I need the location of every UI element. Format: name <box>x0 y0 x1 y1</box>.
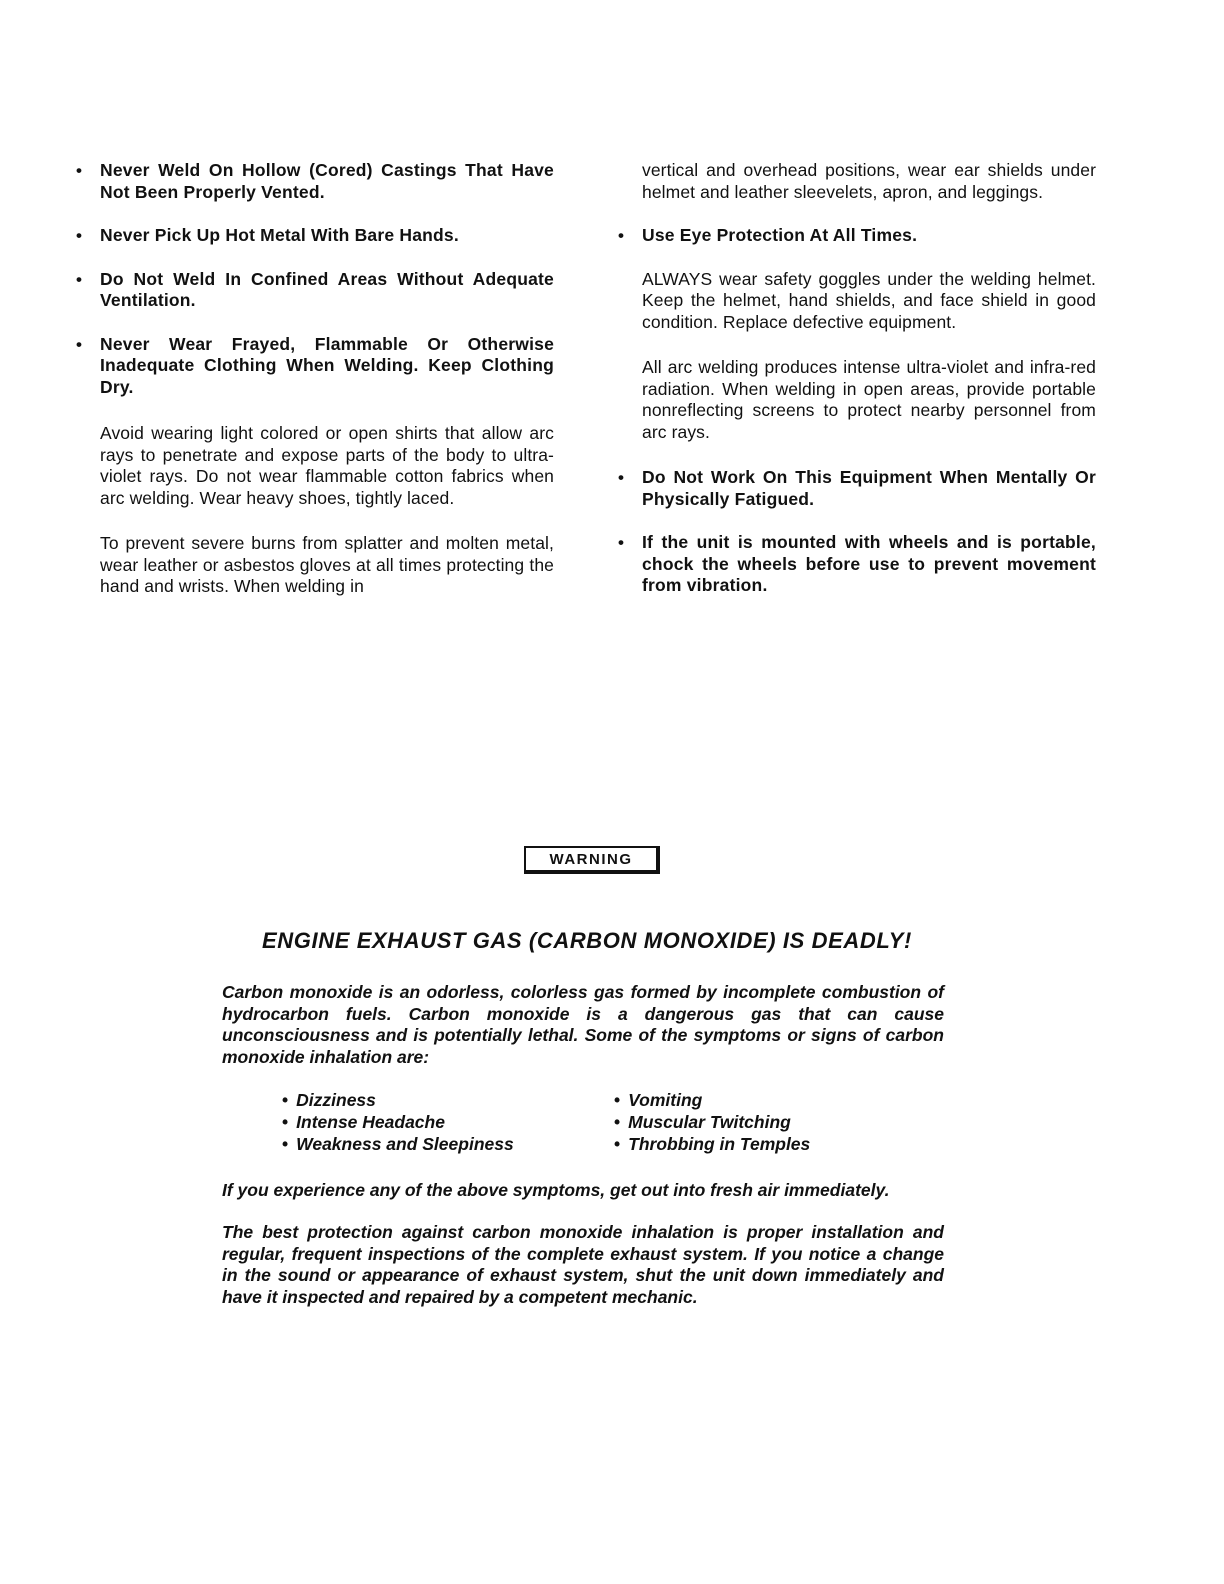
bullet-dot: • <box>76 334 83 354</box>
bullet-text: Do Not Weld In Confined Areas Without Adequate Ventilation. <box>100 268 554 310</box>
warning-badge <box>524 846 660 874</box>
list-item <box>282 1089 614 1111</box>
list-item <box>614 1089 902 1111</box>
bullet-item <box>76 269 554 312</box>
bullet-dot: • <box>76 226 83 245</box>
symptom-label: Dizziness <box>296 1090 376 1110</box>
bullet-dot: • <box>614 1112 621 1132</box>
bullet-dot: • <box>282 1112 289 1132</box>
symptom-label: Muscular Twitching <box>628 1112 791 1132</box>
bullet-dot: • <box>618 226 625 245</box>
symptoms-list <box>282 1089 902 1155</box>
warning-title: ENGINE EXHAUST GAS (CARBON MONOXIDE) IS DEADLY! <box>262 928 912 953</box>
symptom-label: Vomiting <box>628 1090 703 1110</box>
warning-intro: Carbon monoxide is an odorless, colorless gas formed by incomplete combustion of hydrocarbon fuels. Carbon monoxide is a dangerous gas that can cause unconsciousness and is potentially lethal. Some of the symptoms or signs of carbon monoxide inhalation are: <box>222 982 944 1067</box>
bullet-item <box>618 532 1096 597</box>
paragraph: vertical and overhead positions, wear ear shields under helmet and leather sleevelets, apron, and leggings. <box>642 160 1096 202</box>
bullet-text: Do Not Work On This Equipment When Mentally Or Physically Fatigued. <box>642 467 1096 509</box>
bullet-item <box>76 160 554 203</box>
paragraph: All arc welding produces intense ultra-violet and infra-red radiation. When welding in open areas, provide portable nonreflecting screens to protect nearby personnel from arc rays. <box>642 357 1096 442</box>
bullet-item <box>618 225 1096 247</box>
paragraph: ALWAYS wear safety goggles under the welding helmet. Keep the helmet, hand shields, and face shield in good condition. Replace defective equipment. <box>642 268 1096 332</box>
bullet-text: Never Weld On Hollow (Cored) Castings That Have Not Been Properly Vented. <box>100 160 554 202</box>
bullet-dot: • <box>76 161 83 180</box>
bullet-dot: • <box>614 1134 621 1154</box>
warning-advice: If you experience any of the above symptoms, get out into fresh air immediately. <box>222 1180 890 1200</box>
bullet-dot: • <box>614 1090 621 1110</box>
bullet-item <box>618 467 1096 510</box>
list-item <box>282 1111 614 1133</box>
warning-protection: The best protection against carbon monoxide inhalation is proper installation and regular, frequent inspections of the complete exhaust system. If you notice a change in the sound or appearance of exhaust system, shut the unit down immediately and have it inspected and repaired by a competent mechanic. <box>222 1222 944 1307</box>
bullet-dot: • <box>282 1090 289 1110</box>
bullet-text: Use Eye Protection At All Times. <box>642 225 918 245</box>
symptom-label: Weakness and Sleepiness <box>296 1134 514 1154</box>
paragraph: To prevent severe burns from splatter and molten metal, wear leather or asbestos gloves at all times protecting the hand and wrists. When welding in <box>100 533 554 596</box>
left-column <box>76 160 554 598</box>
bullet-text: Never Pick Up Hot Metal With Bare Hands. <box>100 225 459 245</box>
bullet-text: If the unit is mounted with wheels and is portable, chock the wheels before use to prevent movement from vibration. <box>642 532 1096 595</box>
bullet-text: Never Wear Frayed, Flammable Or Otherwise Inadequate Clothing When Welding. Keep Clothing Dry. <box>100 333 554 397</box>
symptom-label: Intense Headache <box>296 1112 445 1132</box>
bullet-dot: • <box>618 533 625 552</box>
symptom-label: Throbbing in Temples <box>628 1134 811 1154</box>
paragraph: Avoid wearing light colored or open shirts that allow arc rays to penetrate and expose parts of the body to ultra-violet rays. Do not wear flammable cotton fabrics when arc welding. Wear heavy shoes, tightly laced. <box>100 423 554 508</box>
bullet-dot: • <box>618 468 625 487</box>
bullet-item <box>76 225 554 247</box>
right-column <box>618 160 1096 597</box>
list-item <box>282 1133 614 1155</box>
bullet-dot: • <box>76 269 83 289</box>
list-item <box>614 1133 902 1155</box>
bullet-item <box>76 334 554 399</box>
warning-badge-label: WARNING <box>549 850 633 868</box>
bullet-dot: • <box>282 1134 289 1154</box>
list-item <box>614 1111 902 1133</box>
